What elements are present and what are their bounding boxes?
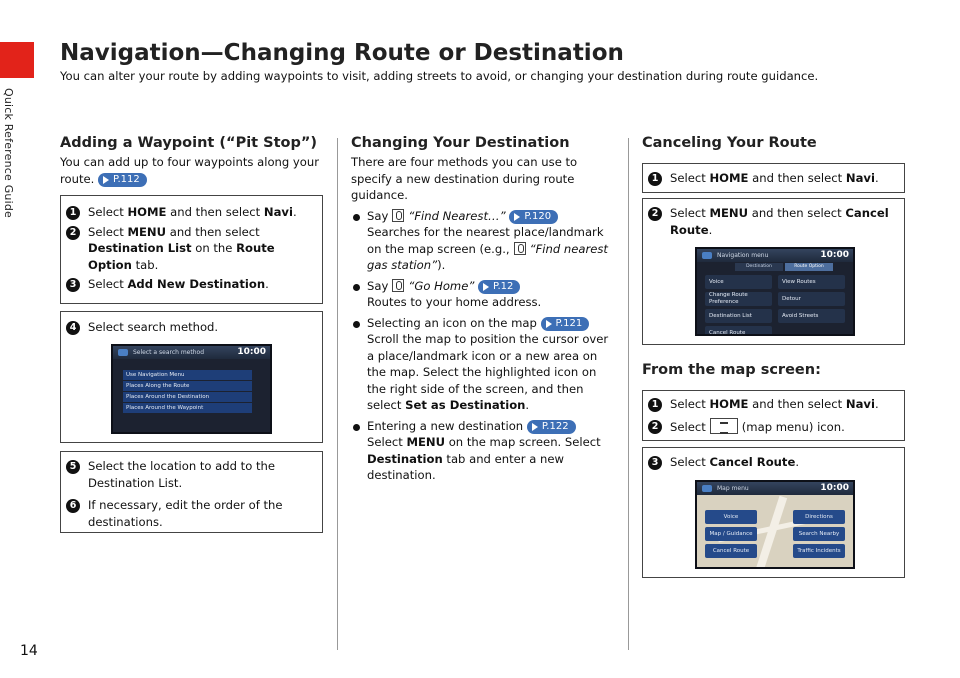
from-map-section	[642, 362, 904, 381]
step-4: 4 Select search method.	[61, 319, 318, 336]
step-2: 2 Select MENU and then select Cancel Route.	[643, 205, 900, 238]
directions-button[interactable]: Directions	[793, 510, 845, 524]
screen-clock: 10:00	[820, 250, 849, 260]
page-ref-link[interactable]: P.122	[527, 420, 576, 434]
column-divider	[337, 138, 338, 650]
traffic-incidents-button[interactable]: Traffic Incidents	[793, 544, 845, 558]
page-number: 14	[20, 643, 38, 659]
cancel-step-box-1	[642, 163, 905, 193]
step-5: 5 Select the location to add to the Destination List.	[61, 458, 318, 491]
cancel-route-button[interactable]: Cancel Route	[705, 326, 772, 336]
page-ref-link[interactable]: P.120	[509, 210, 558, 224]
step-2: 2 Select (map menu) icon.	[643, 418, 900, 436]
cancel-route-button[interactable]: Cancel Route	[705, 544, 757, 558]
method-find-nearest: Say “Find Nearest…” P.120 Searches for the nearest place/landmark on the map screen (e.g., “Find nearest gas station”).	[351, 208, 613, 274]
step-3: 3 Select Add New Destination.	[61, 276, 318, 293]
step-1: 1 Select HOME and then select Navi.	[643, 170, 900, 187]
change-route-preference-button[interactable]: Change Route Preference	[705, 292, 772, 306]
map-step-box-1	[642, 390, 905, 441]
screen-header: Map menu	[697, 482, 853, 495]
step-1: 1 Select HOME and then select Navi.	[643, 396, 900, 413]
method-map-icon: Selecting an icon on the map P.121 Scroll the map to position the cursor over a place/landmark icon or a new area on the map. Select the highlighted icon on the right side of the screen, and then select Set as Destination.	[351, 315, 613, 414]
page-title: Navigation—Changing Route or Destination	[60, 40, 624, 66]
destination-section	[351, 135, 613, 484]
waypoint-steps-box-3	[60, 451, 323, 533]
page-ref-link[interactable]: P.121	[541, 317, 590, 331]
voice-button[interactable]: Voice	[705, 510, 757, 524]
map-step-box-2	[642, 447, 905, 578]
waypoint-intro: You can add up to four waypoints along your route. P.112	[60, 155, 320, 186]
screen-header: Select a search method	[113, 346, 270, 359]
from-map-heading: From the map screen:	[642, 362, 821, 378]
voice-icon	[514, 242, 526, 255]
avoid-streets-button[interactable]: Avoid Streets	[778, 309, 845, 323]
destination-intro: There are four methods you can use to specify a new destination during route guidance.	[351, 155, 578, 202]
navigation-menu-screen	[695, 247, 855, 336]
screen-clock: 10:00	[237, 347, 266, 357]
menu-option[interactable]: Use Navigation Menu	[123, 370, 252, 380]
page-subtitle: You can alter your route by adding waypoints to visit, adding streets to avoid, or changing your destination during route guidance.	[60, 69, 819, 83]
menu-option[interactable]: Places Along the Route	[123, 381, 252, 391]
voice-button[interactable]: Voice	[705, 275, 772, 289]
map-guidance-button[interactable]: Map / Guidance	[705, 527, 757, 541]
waypoint-steps-box-1	[60, 195, 323, 304]
voice-icon	[392, 279, 404, 292]
destination-heading: Changing Your Destination	[351, 135, 570, 151]
method-new-destination: Entering a new destination P.122 Select MENU on the map screen. Select Destination tab and enter a new destination.	[351, 418, 613, 484]
search-method-screen	[111, 344, 272, 434]
side-section-label: Quick Reference Guide	[2, 88, 15, 218]
map-menu-screen	[695, 480, 855, 569]
page-ref-link[interactable]: P.12	[478, 280, 520, 294]
step-6: 6 If necessary, edit the order of the destinations.	[61, 497, 318, 530]
view-routes-button[interactable]: View Routes	[778, 275, 845, 289]
menu-option[interactable]: Places Around the Destination	[123, 392, 252, 402]
cancel-section	[642, 135, 904, 154]
screen-clock: 10:00	[820, 483, 849, 493]
cancel-step-box-2	[642, 198, 905, 345]
page-ref-link[interactable]: P.112	[98, 173, 147, 187]
waypoint-steps-box-2	[60, 311, 323, 443]
voice-icon	[392, 209, 404, 222]
cancel-heading: Canceling Your Route	[642, 135, 817, 151]
step-2: 2 Select MENU and then select Destination List on the Route Option tab.	[61, 224, 318, 274]
tab-destination[interactable]: Destination	[735, 263, 783, 271]
waypoint-section	[60, 135, 328, 187]
destination-list-button[interactable]: Destination List	[705, 309, 772, 323]
section-tab-marker	[0, 42, 34, 78]
map-menu-icon	[710, 418, 738, 434]
detour-button[interactable]: Detour	[778, 292, 845, 306]
search-nearby-button[interactable]: Search Nearby	[793, 527, 845, 541]
tab-route-option[interactable]: Route Option	[785, 263, 833, 271]
column-divider	[628, 138, 629, 650]
method-go-home: Say “Go Home” P.12 Routes to your home address.	[351, 278, 613, 311]
waypoint-heading: Adding a Waypoint (“Pit Stop”)	[60, 135, 318, 151]
step-1: 1 Select HOME and then select Navi.	[61, 204, 318, 221]
screen-header: Navigation menu	[697, 249, 853, 262]
step-3: 3 Select Cancel Route.	[643, 454, 900, 471]
menu-option[interactable]: Places Around the Waypoint	[123, 403, 252, 413]
